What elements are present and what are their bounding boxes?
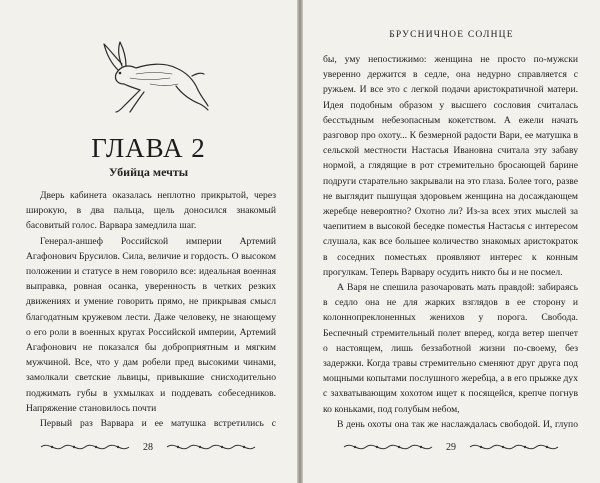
left-footer [18,437,278,457]
paragraph: Первый раз Варвара и ее матушка встретились с [40,418,276,430]
page-number: 28 [143,441,153,453]
page-number: 29 [446,441,456,453]
chapter-subtitle: Убийца мечты [108,165,189,179]
floral-ornament-icon [342,440,434,454]
paragraph: В день охоты она так же наслаждалась свободой. И, глупо [337,418,578,430]
running-head: БРУСНИЧНОЕ СОЛНЦЕ [389,30,514,40]
right-footer [321,437,581,457]
chapter-title: ГЛАВА 2 [91,133,206,163]
floral-ornament-icon [39,440,131,454]
right-page [303,0,600,483]
leaping-hare-icon [100,40,210,114]
paragraph: А Варя не спешила разочаровать мать правдой: забираясь в седло она не для жарких взглядов в ее сторону и колоннопреклоненных женихов у порога. Свобода. Беспечный стремительный полет вперед, когда ветер шепчет о настоящем, лишь беззаботной жизни по-своему, без задержки. Когда травы стремительно сменяют друг друга под мощными копытами послушного жеребца, а в его прыжке дух с захватывающим хохотом ищет к посящейся, крепче погнув ко коньками, под голубым небом, [323,282,578,415]
paragraph: Дверь кабинета оказалась неплотно прикрытой, через широкую, в два пальца, щель доносился знакомый басовитый голос. Варвара замедлила шаг. [26,190,276,232]
right-body-text [323,52,578,433]
floral-ornament-icon [468,440,560,454]
left-page [0,0,297,483]
floral-ornament-icon [165,440,257,454]
left-body-text [26,188,276,433]
paragraph: бы, уму непостижимо: женщина не просто по-мужски уверенно держится в седле, она недурно справляется с ружьем. И все это с легкой подачи аристократичной матери. Идея подобным образом у высшего сословия считалась бесстыдным небезопасным кокетством. А ежели начать разговор про охоту... К безмерной радости Вари, ее матушка в сельской местности Настасья Ивановна считала эту забаву нормой, а глядящие в рот стремительно бросающей барине подруги старательно закрывали на это глаза. Более того, разве не выглядит пышущая здоровьем женщина на досаждающем жеребце невероятно? Охотно ли? Из-за всех этих мыслей за чаепитием в высокой беседке поместья Настасья с интересом слушала, как все большее количество знакомых аристократок в соседних поместьях проявляют интерес к конным прогулкам. Теперь Варвару осудить никто бы и не посмел. [323,54,578,278]
paragraph: Генерал-аншеф Российской империи Артемий Агафонович Брусилов. Сила, величие и гордость. О высоком положении и статусе в нем говорило все: идеальная военная выправка, ровная осанка, уверенность в четких резких движениях и умение говорить прямо, не прикрывая смысл благодатным кружевом лести. Даже человеку, не знающему о его роли в военных кругах Российской империи, Артемий Агафонович не показался бы доброприятным и мягким мужчиной. Все, что у дам робели пред высокими чинами, замолкали светские львицы, привыкшие снисходительно поджимать губы в ухмылках и поддевать собеседников. Напряжение становилось почти [26,235,276,414]
